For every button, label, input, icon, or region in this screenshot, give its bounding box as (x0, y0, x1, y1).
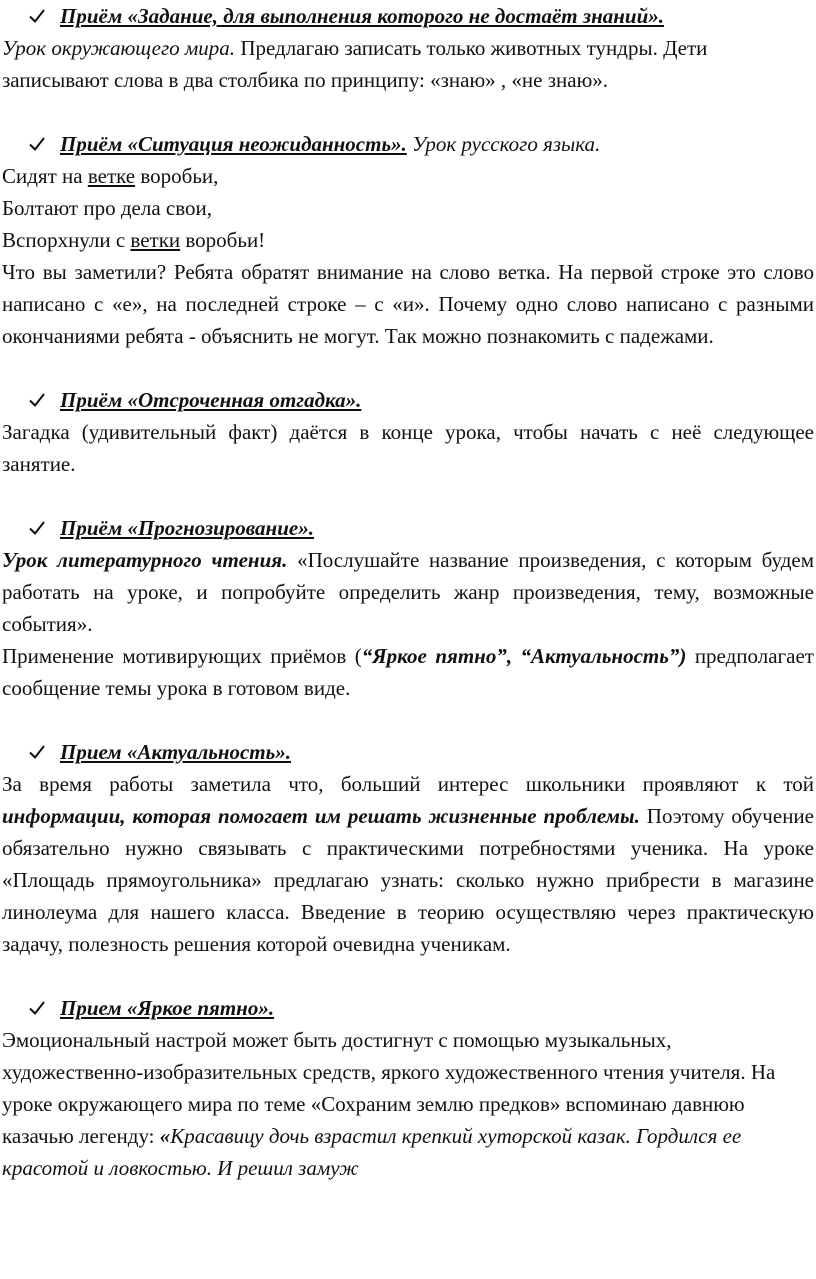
checkmark-icon (28, 135, 46, 153)
section-heading (2, 0, 814, 32)
quote-mark: « (159, 1124, 171, 1148)
underlined-word: ветки (130, 228, 181, 252)
poem-text: Сидят на (2, 164, 88, 188)
checkmark-icon (28, 7, 46, 25)
emphasis-text: “Яркое пятно”, “Актуальность”) (361, 644, 687, 668)
paragraph-text: Применение мотивирующих приёмов ( (2, 644, 362, 668)
lesson-label: Урок окружающего мира. (2, 36, 236, 60)
section-bright-spot (2, 992, 814, 1184)
paragraph (2, 768, 814, 960)
poem-text: воробьи! (180, 228, 266, 252)
section-task-without-knowledge (2, 0, 814, 96)
heading-title: Приём «Отсроченная отгадка». (60, 388, 362, 412)
paragraph (2, 640, 814, 704)
heading-title: Приём «Ситуация неожиданность». (60, 132, 407, 156)
paragraph-text: Предлагаю записать только животных тундры. Дети записывают слова в два столбика по принципу: «знаю» , «не знаю». (2, 36, 708, 92)
legend-quote: Красавицу дочь взрастил крепкий хуторской казак. Гордился ее красотой и ловкостью. И решил замуж (2, 1124, 742, 1180)
poem-line: Болтают про дела свои, (2, 196, 212, 220)
section-forecasting (2, 512, 814, 704)
poem-text: Вспорхнули с (2, 228, 131, 252)
paragraph-text: предполагает сообщение темы урока в готовом виде. (2, 644, 814, 700)
section-delayed-answer (2, 384, 814, 480)
paragraph (2, 32, 814, 96)
section-relevance (2, 736, 814, 960)
section-heading (2, 736, 814, 768)
paragraph-text: «Послушайте название произведения, с которым будем работать на уроке, и попробуйте определить жанр произведения, тему, возможные события». (2, 548, 814, 636)
heading-title: Приём «Прогнозирование». (60, 516, 314, 540)
heading-title: Приём «Задание, для выполнения которого не достаёт знаний». (60, 4, 664, 28)
checkmark-icon (28, 743, 46, 761)
poem-text: воробьи, (135, 164, 219, 188)
checkmark-icon (28, 391, 46, 409)
section-heading (2, 384, 814, 416)
underlined-word: ветке (87, 164, 136, 188)
poem-line (2, 160, 814, 192)
paragraph: Что вы заметили? Ребята обратят внимание на слово ветка. На первой строке это слово написано с «е», на последней строке – с «и». Почему одно слово написано с разными окончаниями ребята - объяснить не могут. Так можно познакомить с падежами. (2, 260, 814, 348)
section-heading (2, 992, 814, 1024)
heading-subtitle: Урок русского языка. (406, 132, 601, 156)
paragraph-text: Поэтому обучение обязательно нужно связывать с практическими потребностями ученика. На уроке «Площадь прямоугольника» предлагаю узнать: сколько нужно прибрести в магазине линолеума для нашего класса. Введение в теорию осуществляю через практическую задачу, полезность решения которой очевидна ученикам. (2, 804, 814, 956)
emphasis-text: информации, которая помогает им решать жизненные проблемы. (2, 804, 640, 828)
section-surprise-situation (2, 128, 814, 352)
checkmark-icon (28, 519, 46, 537)
checkmark-icon (28, 999, 46, 1017)
poem-line (2, 224, 814, 256)
paragraph (2, 544, 814, 640)
heading-title: Прием «Яркое пятно». (60, 996, 275, 1020)
paragraph-text: Эмоциональный настрой может быть достигнут с помощью музыкальных, художественно-изобразительных средств, яркого художественного чтения учителя. На уроке окружающего мира по теме «Сохраним землю предков» вспоминаю давнюю казачью легенду: (2, 1028, 776, 1148)
heading-title: Прием «Актуальность». (60, 740, 291, 764)
section-heading (2, 512, 814, 544)
paragraph (2, 1024, 814, 1184)
paragraph-text: За время работы заметила что, больший интерес школьники проявляют к той (2, 772, 814, 796)
lesson-label: Урок литературного чтения. (2, 548, 288, 572)
section-heading (2, 128, 814, 160)
paragraph: Загадка (удивительный факт) даётся в конце урока, чтобы начать с неё следующее занятие. (2, 420, 814, 476)
